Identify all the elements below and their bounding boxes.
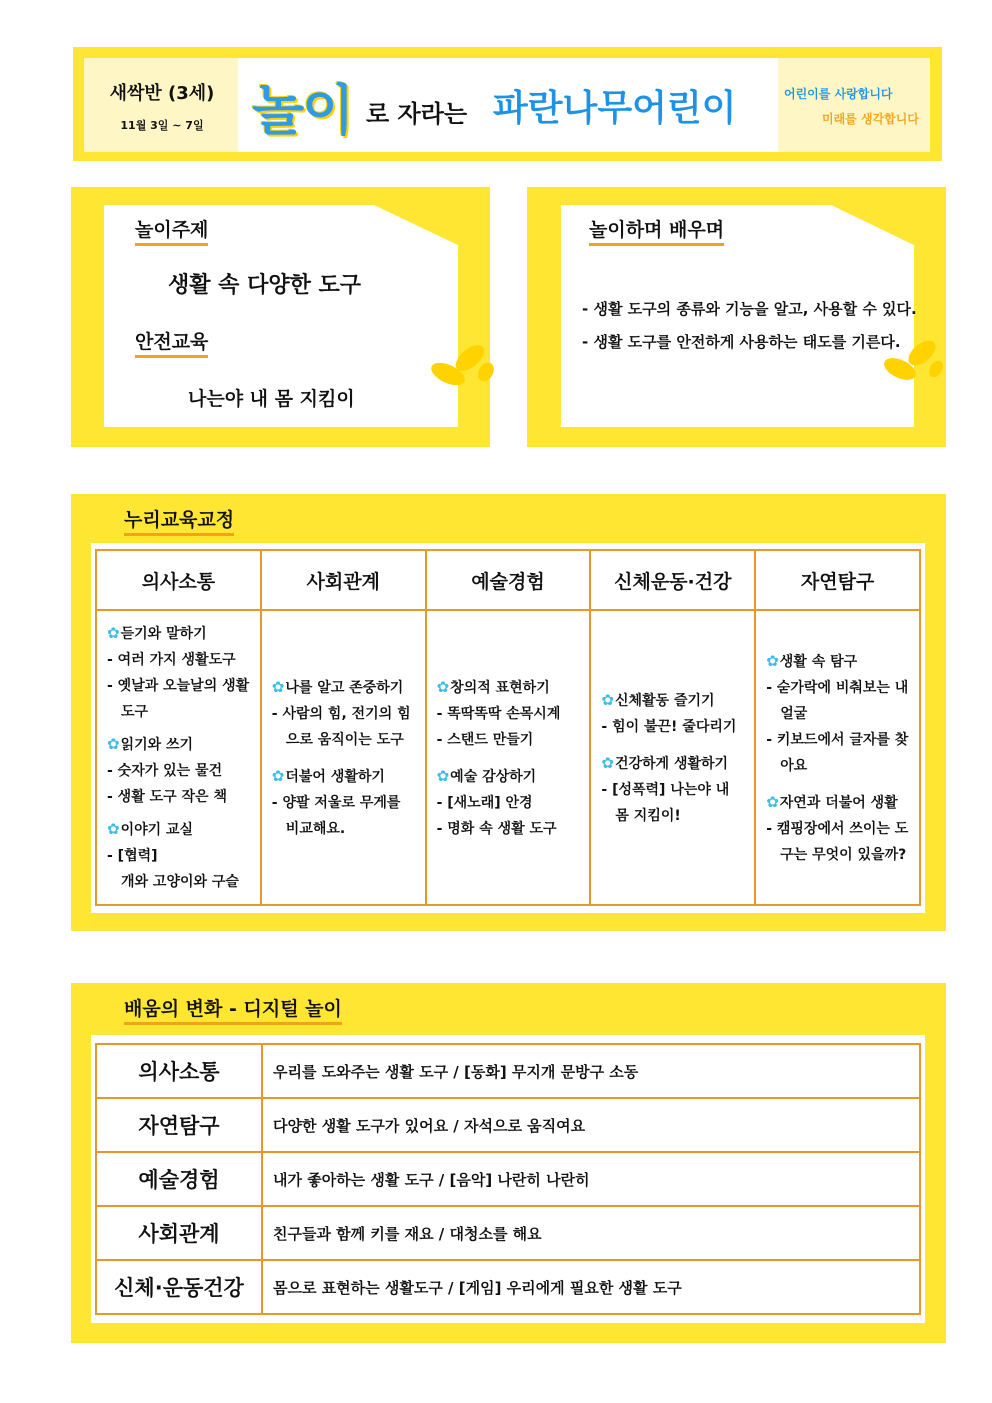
digital-row	[96, 1260, 920, 1314]
learning-item-2: - 생활 도구를 안전하게 사용하는 태도를 기른다.	[582, 333, 901, 351]
digital-row	[96, 1044, 920, 1098]
activity-item: - [성폭력] 나는야 내 몸 지킴이!	[601, 781, 730, 824]
leaf-decoration-icon	[428, 340, 498, 390]
activity-item: - 양팔 저울로 무게를 비교해요.	[271, 794, 401, 837]
digital-table	[95, 1043, 921, 1315]
nuri-header-row	[96, 550, 920, 610]
activity-group: 읽기와 쓰기	[120, 737, 194, 753]
activity-group: 자연과 더불어 생활	[779, 794, 898, 811]
leaf-decoration-icon	[882, 335, 944, 385]
flower-icon: ✿	[436, 677, 450, 696]
activity-group: 건강하게 생활하기	[614, 755, 729, 772]
activity-item: - 사람의 힘, 전기의 힘으로 움직이는 도구	[271, 705, 411, 748]
nuri-col-header: 자연탐구	[755, 550, 920, 610]
nuri-cell-social	[261, 610, 426, 905]
digital-category: 예술경험	[96, 1152, 262, 1206]
flower-icon: ✿	[601, 753, 614, 772]
activity-item: - 똑딱똑딱 손목시계	[436, 705, 561, 722]
class-info-box	[84, 58, 238, 152]
activity-item: - 스탠드 만들기	[436, 731, 534, 748]
activity-item: - 키보드에서 글자를 찾아요	[766, 731, 909, 774]
activity-group: 더불어 생활하기	[285, 768, 385, 785]
flower-icon: ✿	[107, 735, 120, 753]
activity-item: - 생활 도구 작은 책	[107, 789, 227, 805]
digital-row	[96, 1098, 920, 1152]
flower-icon: ✿	[107, 624, 120, 642]
nuri-cell-art	[426, 610, 591, 905]
title-middle: 로 자라는	[366, 100, 468, 128]
activity-group: 생활 속 탐구	[779, 653, 858, 670]
activity-group: 이야기 교실	[120, 822, 194, 838]
digital-description: 친구들과 함께 키를 재요 / 대청소를 해요	[262, 1206, 920, 1260]
play-topic-heading: 놀이주제	[135, 215, 208, 246]
activity-item: - 숫자가 있는 물건	[107, 763, 223, 779]
digital-heading: 배움의 변화 - 디지털 놀이	[124, 994, 342, 1025]
activity-item: - 캠핑장에서 쓰이는 도구는 무엇이 있을까?	[766, 820, 909, 863]
flower-icon: ✿	[601, 690, 614, 709]
title-play: 놀이	[252, 79, 353, 142]
activity-item: - [협력]	[107, 848, 158, 864]
activity-item: - 숟가락에 비춰보는 내 얼굴	[766, 679, 909, 722]
flower-icon: ✿	[436, 766, 450, 785]
digital-category: 의사소통	[96, 1044, 262, 1098]
play-topic-text: 생활 속 다양한 도구	[168, 273, 361, 298]
activity-group: 예술 감상하기	[450, 768, 537, 785]
activity-item: - [새노래] 안경	[436, 794, 533, 811]
digital-description: 내가 좋아하는 생활 도구 / [음악] 나란히 나란히	[262, 1152, 920, 1206]
nuri-col-header: 신체운동·건강	[590, 550, 755, 610]
activity-item: - 여러 가지 생활도구	[107, 652, 236, 668]
activity-item: - 명화 속 생활 도구	[436, 820, 557, 837]
digital-category: 사회관계	[96, 1206, 262, 1260]
activity-group: 듣기와 말하기	[120, 626, 207, 642]
class-name: 새싹반 (3세)	[109, 83, 215, 104]
nuri-col-header: 의사소통	[96, 550, 261, 610]
flower-icon: ✿	[271, 766, 285, 785]
flower-icon: ✿	[766, 792, 779, 811]
motto-line-1: 어린이를 사랑합니다	[784, 87, 893, 101]
nuri-cell-communication	[96, 610, 261, 905]
nuri-cell-nature	[755, 610, 920, 905]
flower-icon: ✿	[766, 651, 779, 670]
digital-description: 몸으로 표현하는 생활도구 / [게임] 우리에게 필요한 생활 도구	[262, 1260, 920, 1314]
nuri-content-row	[96, 610, 920, 905]
date-range: 11월 3일 ~ 7일	[120, 119, 204, 132]
activity-item: 개와 고양이와 구슬	[121, 874, 239, 890]
activity-group: 신체활동 즐기기	[614, 692, 715, 709]
digital-category: 신체·운동건강	[96, 1260, 262, 1314]
digital-row	[96, 1152, 920, 1206]
digital-row	[96, 1206, 920, 1260]
activity-item: - 옛날과 오늘날의 생활 도구	[107, 678, 250, 720]
flower-icon: ✿	[271, 677, 285, 696]
nuri-table	[95, 549, 921, 906]
activity-group: 창의적 표현하기	[450, 679, 550, 696]
safety-text: 나는야 내 몸 지킴이	[188, 388, 355, 410]
nuri-col-header: 사회관계	[261, 550, 426, 610]
flower-icon: ✿	[107, 820, 120, 838]
nuri-cell-physical	[590, 610, 755, 905]
learning-item-1: - 생활 도구의 종류와 기능을 알고, 사용할 수 있다.	[582, 300, 917, 318]
learning-heading: 놀이하며 배우며	[589, 215, 724, 246]
digital-description: 다양한 생활 도구가 있어요 / 자석으로 움직여요	[262, 1098, 920, 1152]
digital-category: 자연탐구	[96, 1098, 262, 1152]
school-name: 파란나무어린이	[493, 88, 737, 129]
nuri-heading: 누리교육교정	[124, 505, 234, 536]
motto-box	[778, 58, 930, 152]
nuri-col-header: 예술경험	[426, 550, 591, 610]
safety-heading: 안전교육	[135, 327, 208, 358]
activity-group: 나를 알고 존중하기	[285, 679, 404, 696]
activity-item: - 힘이 불끈! 줄다리기	[601, 718, 737, 735]
motto-line-2: 미래를 생각합니다	[822, 112, 919, 126]
digital-description: 우리를 도와주는 생활 도구 / [동화] 무지개 문방구 소동	[262, 1044, 920, 1098]
